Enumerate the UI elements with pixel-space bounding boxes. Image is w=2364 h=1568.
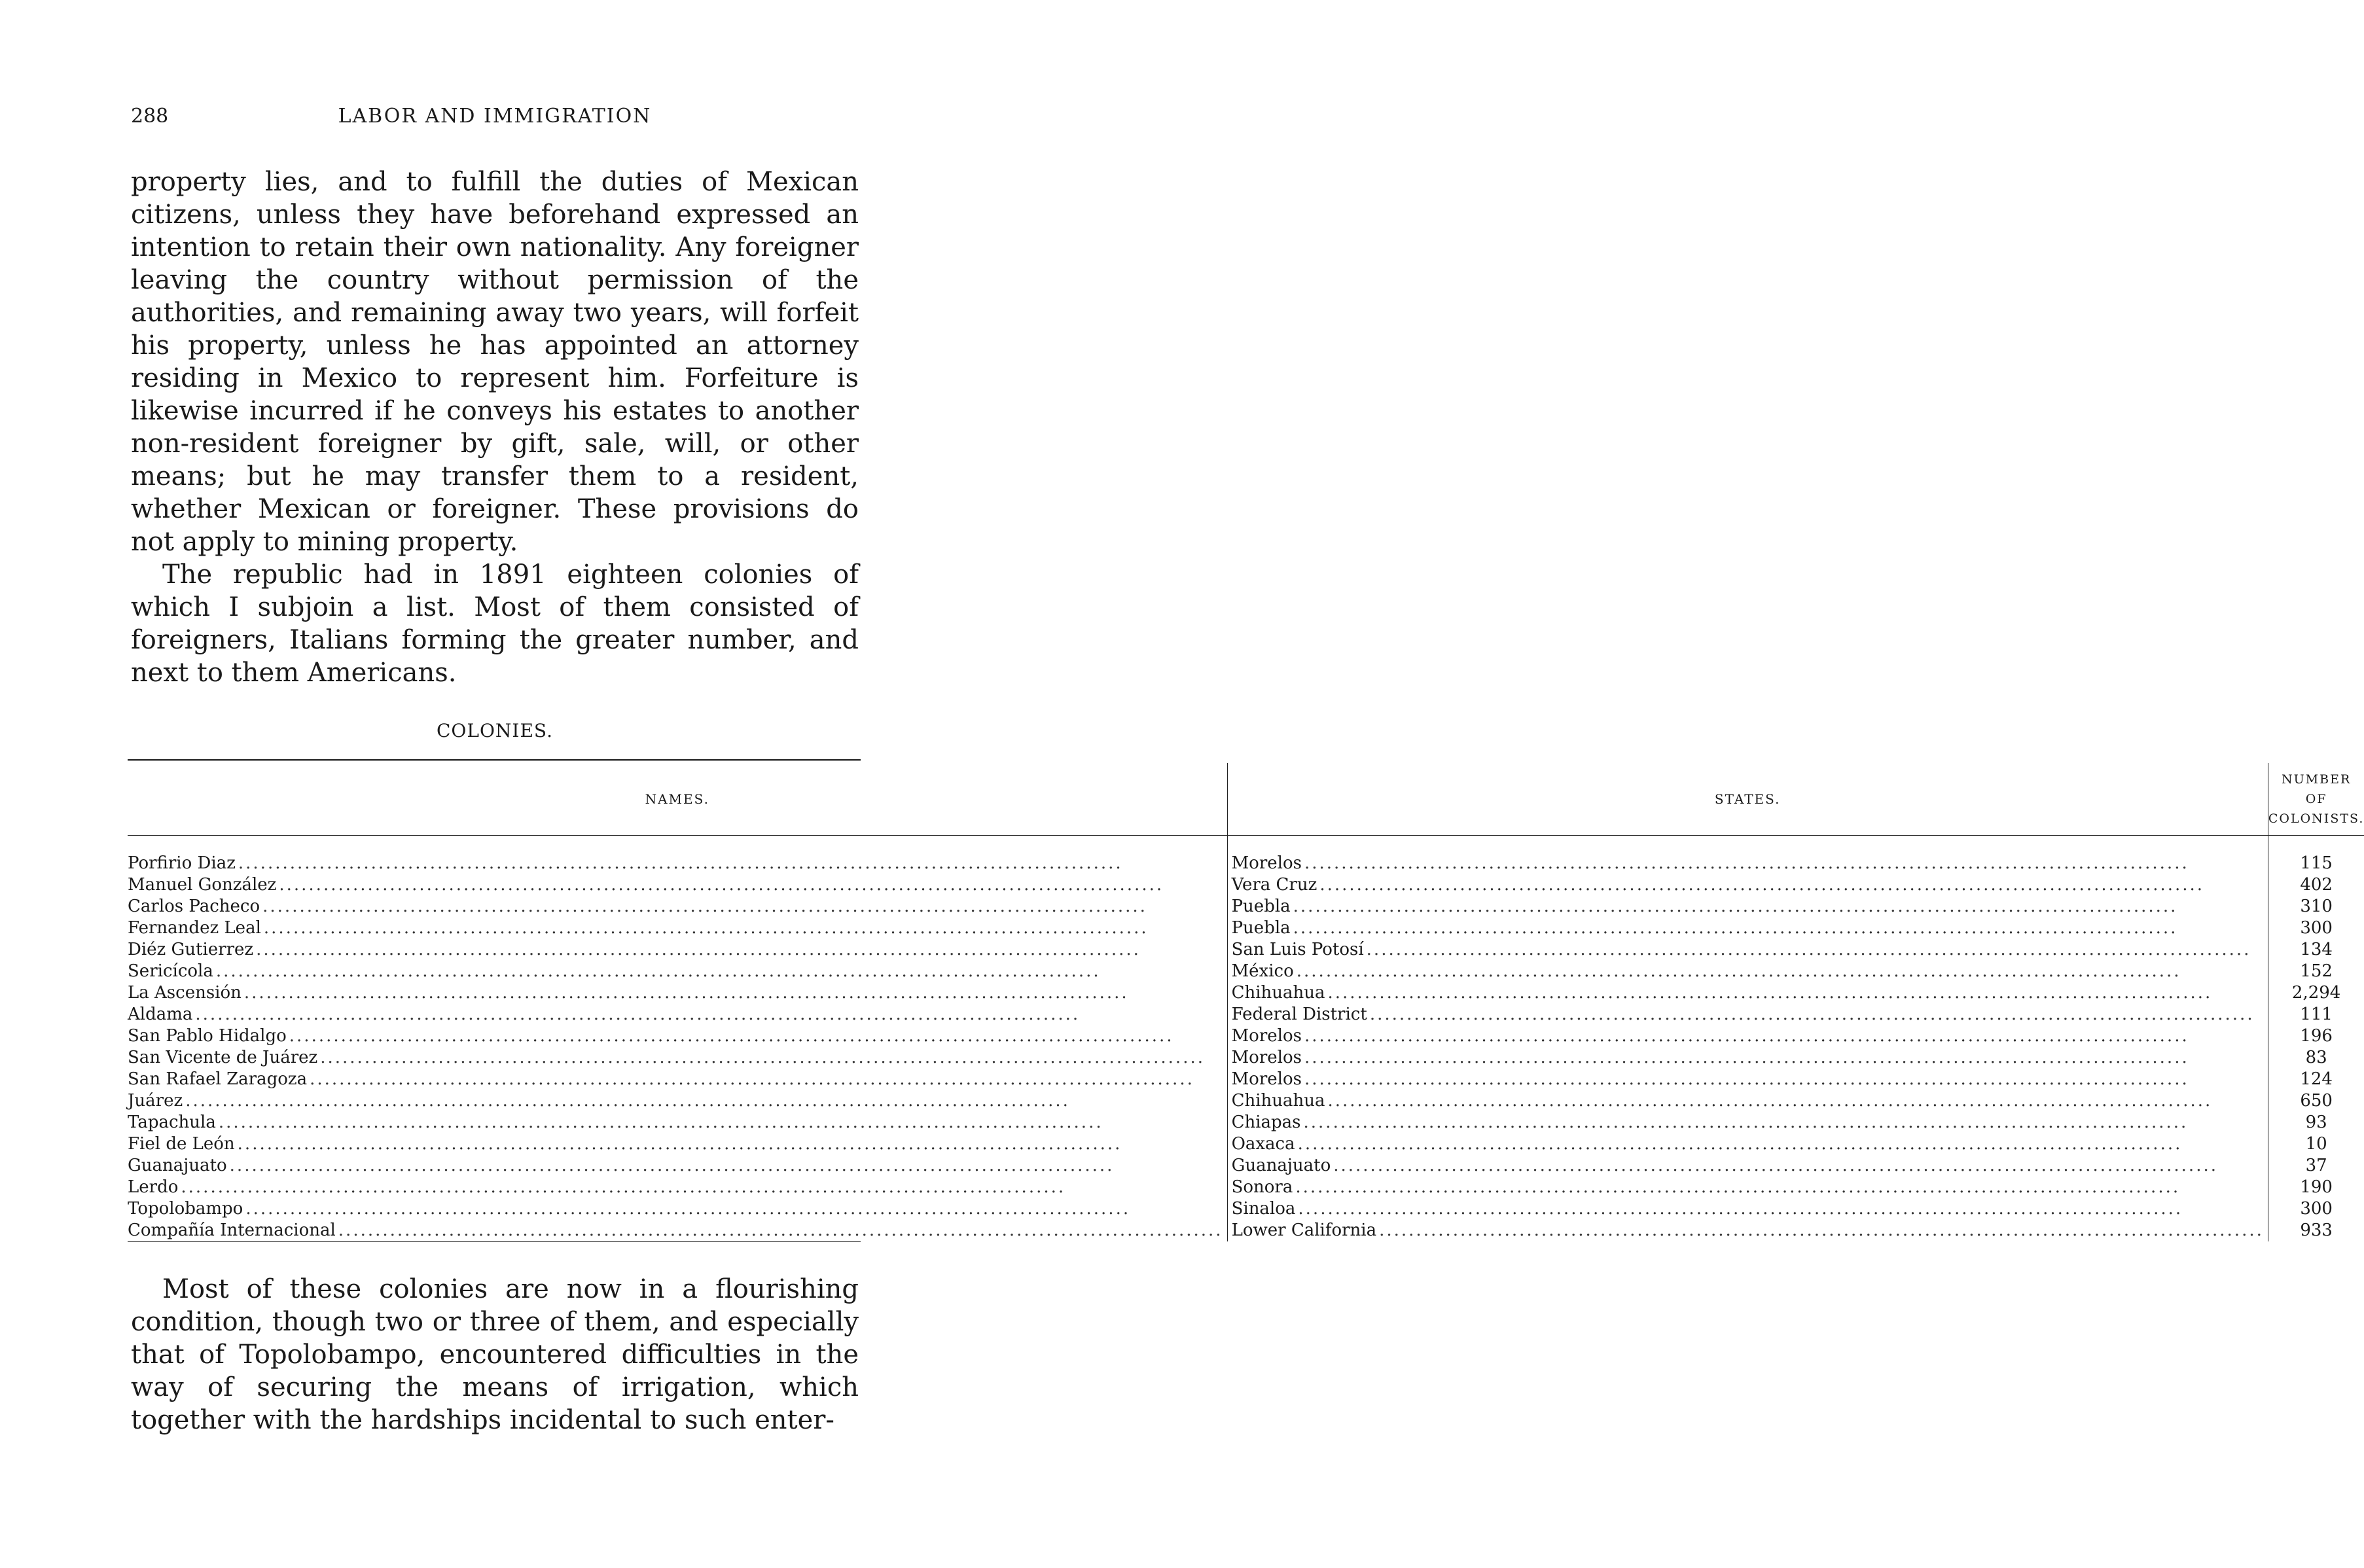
table-row: [128, 1220, 2364, 1241]
dot-leader: [279, 874, 1223, 896]
colony-state: Morelos: [1231, 1048, 1302, 1067]
colony-name: Lerdo: [128, 1177, 179, 1197]
table-bottom-rule: [128, 1241, 861, 1242]
dot-leader: [181, 1177, 1223, 1198]
dot-leader: [1304, 1025, 2264, 1047]
colony-state-cell: [1227, 1112, 2268, 1133]
colony-state-cell: [1227, 896, 2268, 918]
colonist-count: 310: [2300, 897, 2333, 916]
colony-state-cell: [1227, 939, 2268, 961]
colony-name-cell: [128, 836, 1227, 874]
colony-state-cell: [1227, 1133, 2268, 1155]
colony-name: Juárez: [128, 1091, 183, 1111]
colonist-count: 402: [2300, 875, 2333, 895]
header-names: NAMES.: [128, 763, 1227, 836]
colony-state: San Luis Potosí: [1231, 940, 1364, 959]
colony-state-cell: [1227, 1220, 2268, 1241]
table-row: [128, 836, 2364, 874]
dot-leader: [1319, 874, 2264, 896]
colony-name: Fiel de León: [128, 1134, 235, 1154]
colony-name: Fernandez Leal: [128, 918, 261, 938]
colony-state-cell: [1227, 1069, 2268, 1090]
table-row: [128, 961, 2364, 982]
colony-state: Morelos: [1231, 853, 1302, 873]
colonist-count: 115: [2300, 853, 2333, 873]
colony-name: San Pablo Hidalgo: [128, 1026, 287, 1046]
table-row: [128, 874, 2364, 896]
table-row: [128, 1133, 2364, 1155]
colony-state-cell: [1227, 874, 2268, 896]
colony-name-cell: [128, 1069, 1227, 1090]
colony-name-cell: [128, 1025, 1227, 1047]
colony-name-cell: [128, 1112, 1227, 1133]
colony-name-cell: [128, 1220, 1227, 1241]
dot-leader: [1293, 918, 2264, 939]
colony-state-cell: [1227, 1004, 2268, 1025]
colony-name-cell: [128, 918, 1227, 939]
colony-state: Puebla: [1231, 918, 1291, 938]
dot-leader: [338, 1220, 1223, 1241]
colony-state: Guanajuato: [1231, 1156, 1331, 1175]
dot-leader: [195, 1004, 1223, 1025]
colonist-count: 83: [2305, 1048, 2327, 1067]
dot-leader: [245, 1198, 1223, 1220]
table-row: [128, 939, 2364, 961]
colony-name: Aldama: [128, 1005, 193, 1024]
colony-name: San Rafael Zaragoza: [128, 1069, 308, 1089]
table-row: [128, 1025, 2364, 1047]
paragraph-1: property lies, and to fulfill the duties of Mexican citizens, unless they have beforehand expressed an intention to retain their own nationality. Any foreigner leaving the country without permission of the authorities, and remaining away two years, will forfeit his property, unless he has appointed an attorney residing in Mexico to represent him. Forfeiture is likewise incurred if he conveys his estates to another non-resident foreigner by gift, sale, will, or other means; but he may transfer them to a resident, whether Mexican or foreigner. These provisions do not apply to mining property.: [131, 167, 859, 557]
dot-leader: [1298, 1198, 2263, 1220]
colony-state: Morelos: [1231, 1026, 1302, 1046]
table-row: [128, 982, 2364, 1004]
colony-name-cell: [128, 982, 1227, 1004]
dot-leader: [1328, 982, 2264, 1004]
paragraph-2: The republic had in 1891 eighteen colonies of which I subjoin a list. Most of them consisted of foreigners, Italians forming the greater number, and next to them Americans.: [131, 560, 859, 688]
colony-name-cell: [128, 1155, 1227, 1177]
table-row: [128, 1155, 2364, 1177]
dot-leader: [1328, 1090, 2264, 1112]
dot-leader: [1293, 896, 2264, 918]
dot-leader: [1304, 853, 2264, 874]
colony-name-cell: [128, 939, 1227, 961]
table-row: [128, 1004, 2364, 1025]
colony-name-cell: [128, 896, 1227, 918]
dot-leader: [238, 853, 1223, 874]
header-number: [2268, 763, 2364, 836]
colony-name-cell: [128, 1177, 1227, 1198]
colony-state: Chiapas: [1231, 1113, 1301, 1132]
dot-leader: [244, 982, 1223, 1004]
colonist-count: 152: [2300, 961, 2333, 981]
dot-leader: [1298, 1133, 2264, 1155]
colony-state-cell: [1227, 1155, 2268, 1177]
dot-leader: [216, 961, 1223, 982]
dot-leader: [219, 1112, 1223, 1133]
dot-leader: [1367, 939, 2264, 961]
dot-leader: [264, 918, 1223, 939]
colony-name: Sericícola: [128, 961, 213, 981]
colony-state-cell: [1227, 1090, 2268, 1112]
colonist-count: 124: [2300, 1069, 2333, 1089]
table-row: [128, 1090, 2364, 1112]
colony-name: Guanajuato: [128, 1156, 227, 1175]
colonist-count: 93: [2305, 1113, 2327, 1132]
dot-leader: [320, 1047, 1223, 1069]
colony-name: Manuel González: [128, 875, 277, 895]
dot-leader: [1304, 1069, 2264, 1090]
colonist-count: 10: [2305, 1134, 2327, 1154]
dot-leader: [262, 896, 1223, 918]
dot-leader: [238, 1133, 1223, 1155]
colonist-count: 300: [2300, 1199, 2333, 1219]
dot-leader: [1304, 1112, 2264, 1133]
colony-state-cell: [1227, 982, 2268, 1004]
header-number-line1: NUMBER OF: [2282, 772, 2352, 806]
colony-name-cell: [128, 1047, 1227, 1069]
colony-state: México: [1231, 961, 1294, 981]
dot-leader: [1297, 961, 2264, 982]
colony-state-cell: [1227, 961, 2268, 982]
colony-state-cell: [1227, 918, 2268, 939]
colony-name: Carlos Pacheco: [128, 897, 260, 916]
dot-leader: [1295, 1177, 2264, 1198]
table-row: [128, 1198, 2364, 1220]
dot-leader: [289, 1025, 1223, 1047]
colony-name: Tapachula: [128, 1113, 216, 1132]
colony-state: Oaxaca: [1231, 1134, 1295, 1154]
colony-name: Diéz Gutierrez: [128, 940, 254, 959]
colony-state: Puebla: [1231, 897, 1291, 916]
page-number: 288: [131, 105, 169, 128]
colony-name-cell: [128, 1090, 1227, 1112]
dot-leader: [310, 1069, 1223, 1090]
colony-state: Sinaloa: [1231, 1199, 1296, 1219]
dot-leader: [1370, 1004, 2264, 1025]
colony-name-cell: [128, 961, 1227, 982]
table-row: [128, 1177, 2364, 1198]
dot-leader: [1304, 1047, 2264, 1069]
colony-name: Porfirio Diaz: [128, 853, 236, 873]
table-body: [128, 836, 2364, 1241]
table-header-row: [128, 763, 2364, 836]
colony-state: Federal District: [1231, 1005, 1367, 1024]
dot-leader: [230, 1155, 1223, 1177]
colony-state-cell: [1227, 836, 2268, 874]
colony-state-cell: [1227, 1047, 2268, 1069]
colony-name: La Ascensión: [128, 983, 242, 1003]
table-row: [128, 1069, 2364, 1090]
colony-name-cell: [128, 1133, 1227, 1155]
colonist-count: 190: [2300, 1177, 2333, 1197]
table-row: [128, 1112, 2364, 1133]
colony-state: Chihuahua: [1231, 1091, 1325, 1111]
colonist-count: 37: [2305, 1156, 2327, 1175]
colony-name: Topolobampo: [128, 1199, 243, 1219]
colony-state-cell: [1227, 1025, 2268, 1047]
table-row: [128, 1047, 2364, 1069]
colony-state-cell: [1227, 1177, 2268, 1198]
dot-leader: [185, 1090, 1223, 1112]
colony-state: Sonora: [1231, 1177, 1293, 1197]
colonist-count: 2,294: [2291, 983, 2341, 1003]
colony-name: Compañía Internacional: [128, 1221, 336, 1240]
colony-name-cell: [128, 1198, 1227, 1220]
colonist-count: 300: [2300, 918, 2333, 938]
colony-state: Vera Cruz: [1231, 875, 1317, 895]
colonist-count: 134: [2300, 940, 2333, 959]
paragraph-3: Most of these colonies are now in a flourishing condition, though two or three of them, and especially that of Topolobampo, encountered difficulties in the way of securing the means of irrigation, which together with the hardships incidental to such enter-: [131, 1274, 859, 1435]
table-row: [128, 918, 2364, 939]
colony-state: Morelos: [1231, 1069, 1302, 1089]
colonist-count: 196: [2300, 1026, 2333, 1046]
header-states: STATES.: [1227, 763, 2268, 836]
colony-state: Lower California: [1231, 1221, 1377, 1240]
table-row: [128, 896, 2364, 918]
table-title: COLONIES.: [436, 720, 553, 741]
dot-leader: [1379, 1220, 2264, 1241]
colony-state-cell: [1227, 1198, 2268, 1220]
colonist-count: 650: [2300, 1091, 2333, 1111]
running-head: [131, 105, 859, 137]
colony-name-cell: [128, 874, 1227, 896]
colonies-table: [128, 759, 2364, 1242]
header-number-line2: COLONISTS.: [2268, 811, 2364, 826]
colonist-count: 111: [2300, 1005, 2333, 1024]
colony-state: Chihuahua: [1231, 983, 1325, 1003]
colony-name-cell: [128, 1004, 1227, 1025]
colonist-count: 933: [2300, 1221, 2333, 1240]
dot-leader: [256, 939, 1223, 961]
colony-name: San Vicente de Juárez: [128, 1048, 318, 1067]
dot-leader: [1333, 1155, 2264, 1177]
running-title: LABOR AND IMMIGRATION: [338, 105, 652, 128]
